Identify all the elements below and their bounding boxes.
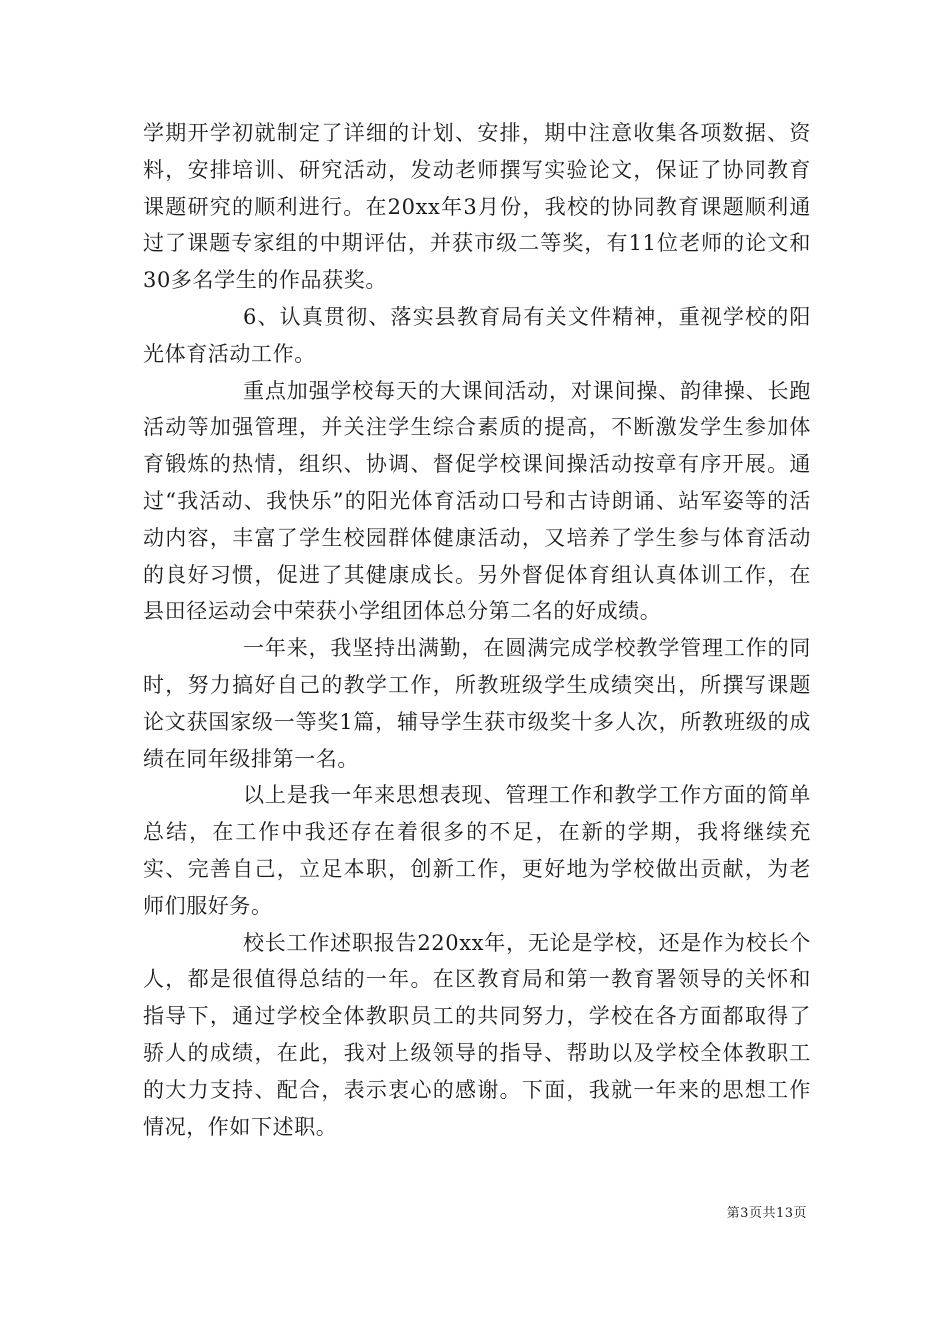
page-number-footer: 第3页共13页 (726, 1206, 807, 1221)
paragraph-sports-activities: 重点加强学校每天的大课间活动，对课间操、韵律操、长跑活动等加强管理，并关注学生综合素质的提高，不断激发学生参加体育锻炼的热情，组织、协调、督促学校课间操活动按章有序开展。通过“我活动、我快乐”的阳光体育活动口号和古诗朗诵、站军姿等的活动内容，丰富了学生校园群体健康活动，又培养了学生参与体育活动的良好习惯，促进了其健康成长。另外督促体育组认真体训工作，在县田径运动会中荣获小学组团体总分第二名的好成绩。 (143, 378, 811, 624)
paragraph-conclusion: 以上是我一年来思想表现、管理工作和教学工作方面的简单总结，在工作中我还存在着很多的不足，在新的学期，我将继续充实、完善自己，立足本职，创新工作，更好地为学校做出贡献，为老师们服好务。 (143, 783, 811, 918)
paragraph-principal-report: 校长工作述职报告220xx年，无论是学校，还是作为校长个人，都是很值得总结的一年。在区教育局和第一教育署领导的关怀和指导下，通过学校全体教职员工的共同努力，学校在各方面都取得了骄人的成绩，在此，我对上级领导的指导、帮助以及学校全体教职工的大力支持、配合，表示衷心的感谢。下面，我就一年来的思想工作情况，作如下述职。 (143, 930, 811, 1139)
document-body (143, 115, 811, 1145)
paragraph-teaching-work: 一年来，我坚持出满勤，在圆满完成学校教学管理工作的同时，努力搞好自己的教学工作，所教班级学生成绩突出，所撰写课题论文获国家级一等奖1篇，辅导学生获市级奖十多人次，所教班级的成绩在同年级排第一名。 (143, 636, 811, 771)
paragraph-research-summary: 学期开学初就制定了详细的计划、安排，期中注意收集各项数据、资料，安排培训、研究活动，发动老师撰写实验论文，保证了协同教育课题研究的顺利进行。在20xx年3月份，我校的协同教育课题顺利通过了课题专家组的中期评估，并获市级二等奖，有11位老师的论文和30多名学生的作品获奖。 (143, 121, 811, 293)
paragraph-sports-heading: 6、认真贯彻、落实县教育局有关文件精神，重视学校的阳光体育活动工作。 (143, 304, 811, 366)
